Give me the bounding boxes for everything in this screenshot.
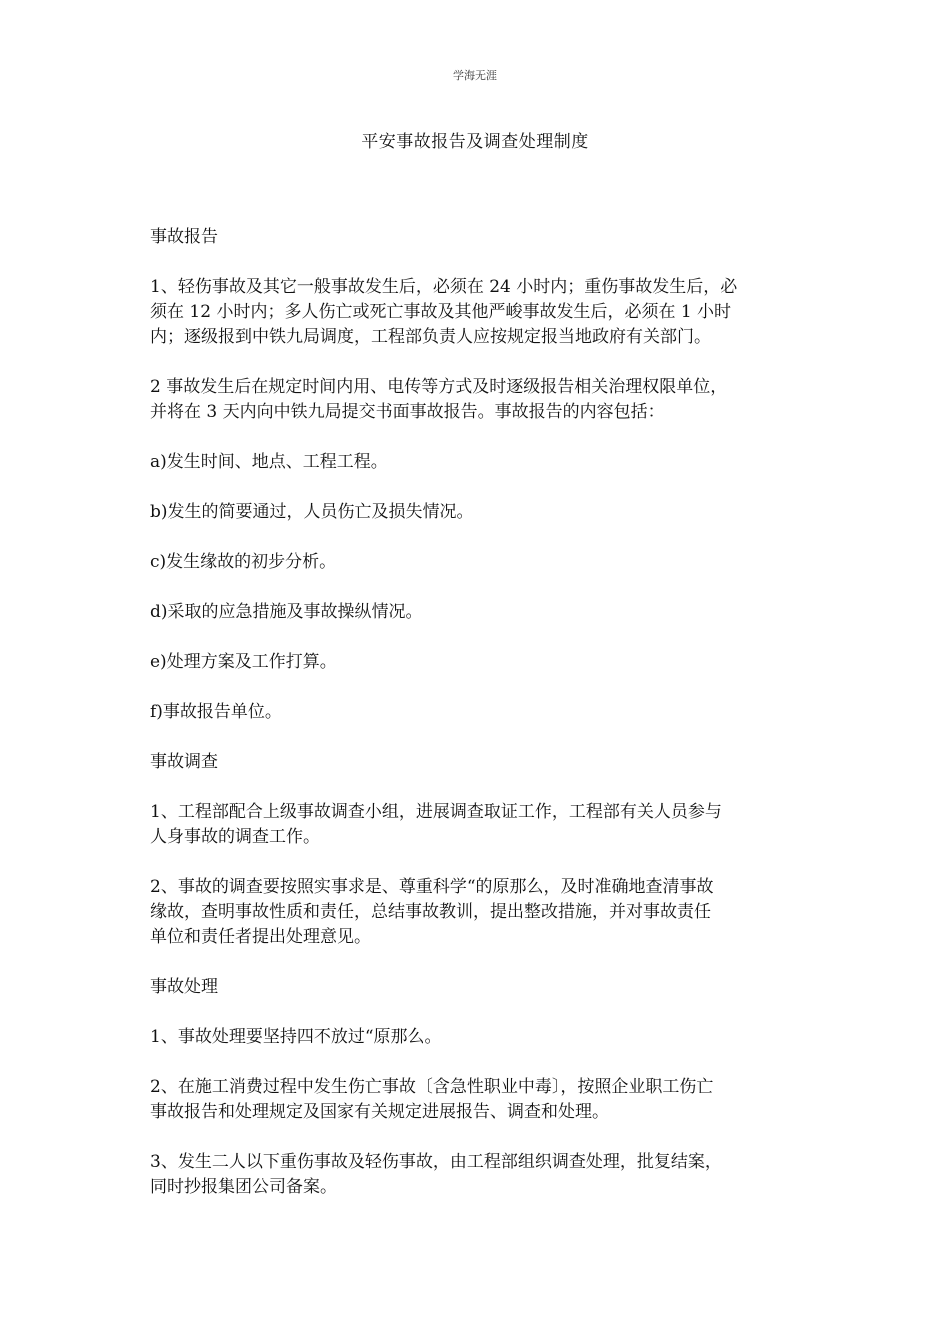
paragraph (150, 275, 810, 350)
paragraph (150, 600, 810, 625)
paragraph (150, 1075, 810, 1125)
paragraph-line: 2、事故的调查要按照实事求是、尊重科学“的原那么，及时准确地查清事故 (150, 877, 714, 897)
paragraph-line: b)发生的简要通过，人员伤亡及损失情况。 (150, 502, 474, 522)
paragraph-line: 事故报告 (150, 227, 218, 247)
paragraph-line: c)发生缘故的初步分析。 (150, 552, 337, 572)
paragraph (150, 500, 810, 525)
paragraph-line: 内；逐级报到中铁九局调度，工程部负责人应按规定报当地政府有关部门。 (150, 327, 711, 347)
paragraph (150, 225, 810, 250)
paragraph (150, 875, 810, 950)
paragraph-line: 事故报告和处理规定及国家有关规定进展报告、调查和处理。 (150, 1102, 609, 1122)
paragraph (150, 1025, 810, 1050)
paragraph (150, 550, 810, 575)
paragraph-line: 同时抄报集团公司备案。 (150, 1177, 337, 1197)
paragraph-line: 事故调查 (150, 752, 218, 772)
paragraph (150, 450, 810, 475)
paragraph-line: 并将在 3 天内向中铁九局提交书面事故报告。事故报告的内容包括： (150, 402, 665, 422)
paragraph-line: d)采取的应急措施及事故操纵情况。 (150, 602, 423, 622)
paragraph-line: 事故处理 (150, 977, 218, 997)
paragraph (150, 700, 810, 725)
paragraph-line: 1、工程部配合上级事故调查小组，进展调查取证工作，工程部有关人员参与 (150, 802, 722, 822)
document-title: 平安事故报告及调查处理制度 (361, 132, 589, 152)
paragraph (150, 975, 810, 1000)
paragraph-line: 1、轻伤事故及其它一般事故发生后，必须在 24 小时内；重伤事故发生后，必 (150, 277, 738, 297)
paragraph-line: a)发生时间、地点、工程工程。 (150, 452, 388, 472)
paragraph (150, 650, 810, 675)
document-body (150, 225, 810, 1225)
paragraph (150, 750, 810, 775)
page-header: 学海无涯 (453, 69, 497, 82)
paragraph-line: 1、事故处理要坚持四不放过“原那么。 (150, 1027, 442, 1047)
paragraph-line: f)事故报告单位。 (150, 702, 282, 722)
paragraph-line: e)处理方案及工作打算。 (150, 652, 337, 672)
paragraph-line: 单位和责任者提出处理意见。 (150, 927, 371, 947)
paragraph-line: 人身事故的调查工作。 (150, 827, 320, 847)
paragraph-line: 2、在施工消费过程中发生伤亡事故〔含急性职业中毒〕，按照企业职工伤亡 (150, 1077, 714, 1097)
paragraph (150, 375, 810, 425)
paragraph (150, 1150, 810, 1200)
paragraph-line: 3、发生二人以下重伤事故及轻伤事故，由工程部组织调查处理，批复结案， (150, 1152, 722, 1172)
paragraph-line: 须在 12 小时内；多人伤亡或死亡事故及其他严峻事故发生后，必须在 1 小时 (150, 302, 732, 322)
paragraph (150, 800, 810, 850)
paragraph-line: 缘故，查明事故性质和责任，总结事故教训，提出整改措施，并对事故责任 (150, 902, 711, 922)
paragraph-line: 2 事故发生后在规定时间内用、电传等方式及时逐级报告相关治理权限单位， (150, 377, 728, 397)
